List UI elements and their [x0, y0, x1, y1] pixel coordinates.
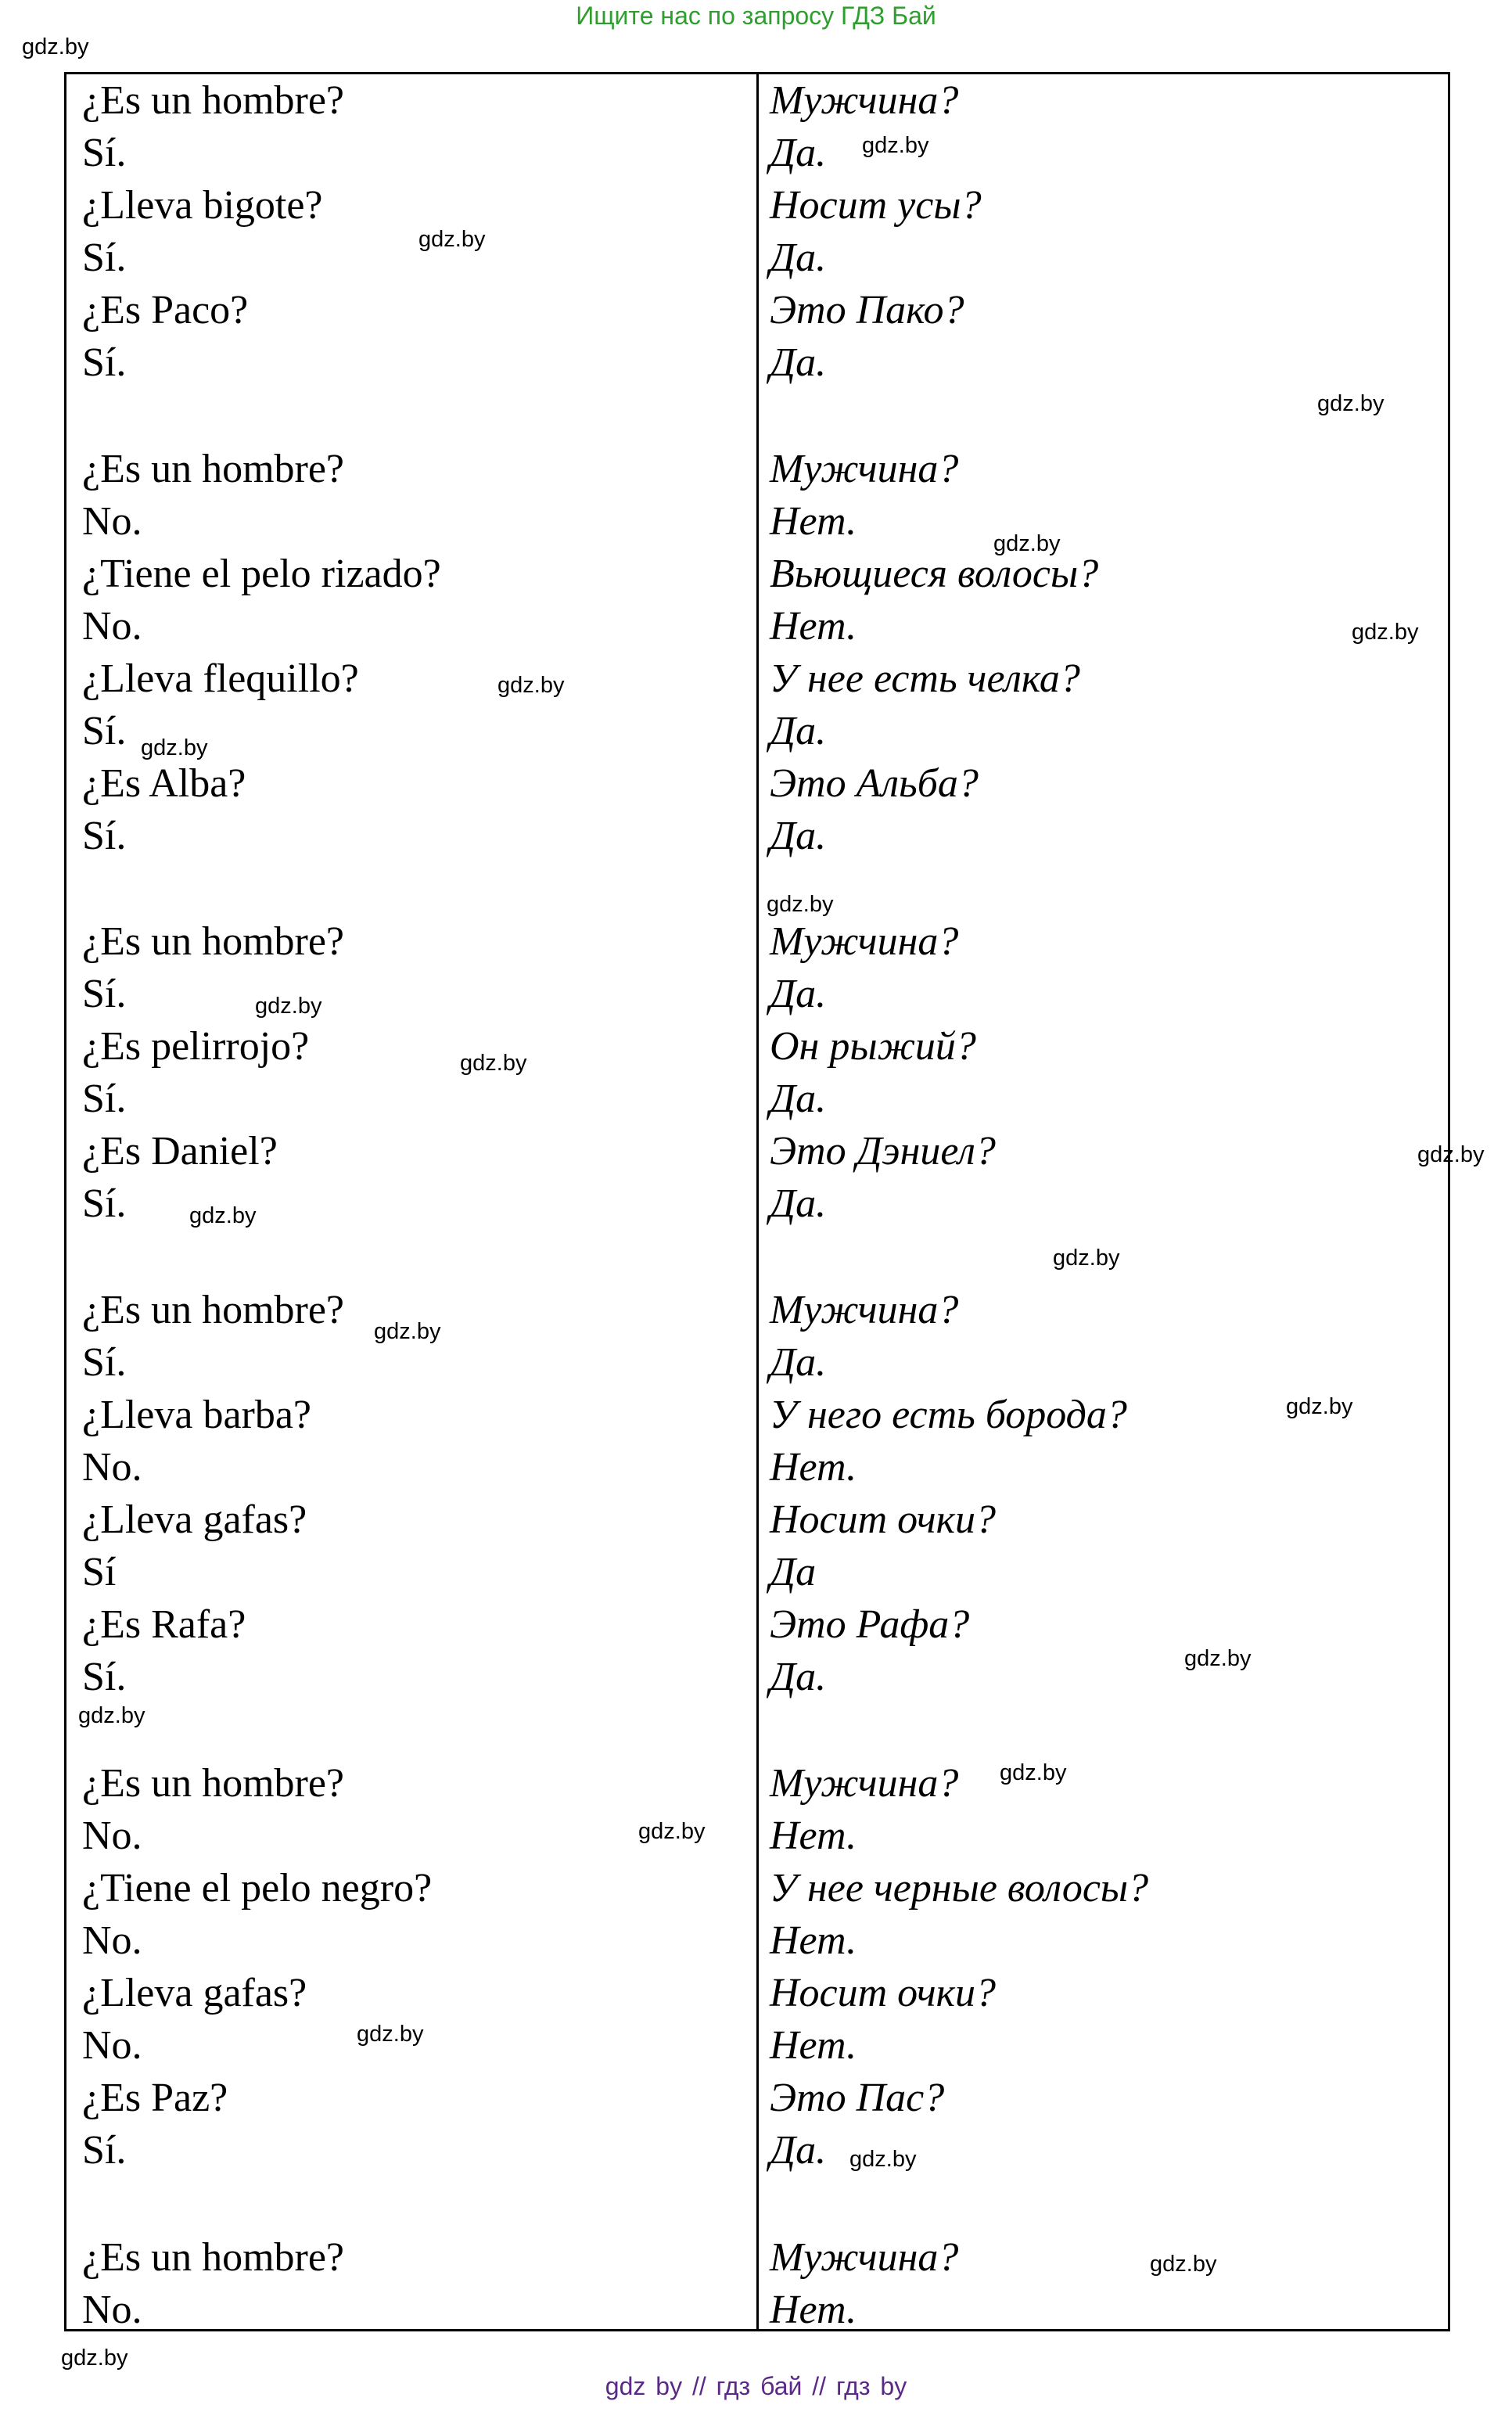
russian-answer: Да. — [770, 972, 827, 1016]
russian-question: Носит очки? — [770, 1971, 996, 2015]
watermark: gdz.by — [849, 2147, 917, 2172]
russian-question: Это Пако? — [770, 288, 964, 333]
spanish-answer: No. — [82, 1445, 142, 1490]
spanish-answer: No. — [82, 1813, 142, 1858]
russian-answer: Да. — [770, 709, 827, 753]
footer: gdz by // гдз бай // гдз by — [605, 2372, 907, 2400]
watermark: gdz.by — [1150, 2252, 1217, 2277]
spanish-answer: No. — [82, 1918, 142, 1963]
spanish-answer: Sí. — [82, 1655, 127, 1699]
russian-group — [770, 74, 982, 389]
russian-question: Мужчина? — [770, 1761, 959, 1806]
russian-question: Мужчина? — [770, 1288, 959, 1332]
russian-group — [770, 915, 996, 1230]
spanish-group — [82, 1757, 432, 2177]
watermark: gdz.by — [1352, 620, 1419, 645]
watermark: gdz.by — [1417, 1142, 1485, 1167]
watermark: gdz.by — [189, 1203, 257, 1228]
watermark: gdz.by — [1000, 1760, 1067, 1785]
russian-question: Носит очки? — [770, 1497, 996, 1542]
spanish-question: ¿Tiene el pelo rizado? — [82, 552, 441, 596]
spanish-answer: Sí. — [82, 709, 127, 753]
russian-question: У него есть борода? — [770, 1393, 1127, 1437]
watermark: gdz.by — [862, 133, 929, 158]
spanish-question: ¿Es un hombre? — [82, 919, 345, 964]
watermark: gdz.by — [141, 735, 208, 760]
watermark: gdz.by — [78, 1703, 145, 1728]
watermark: gdz.by — [993, 531, 1061, 556]
russian-answer: Да. — [770, 1655, 827, 1699]
spanish-group — [82, 74, 344, 389]
watermark: gdz.by — [1053, 1246, 1120, 1271]
russian-answer: Нет. — [770, 1445, 857, 1490]
spanish-question: ¿Es un hombre? — [82, 1288, 345, 1332]
russian-answer: Нет. — [770, 499, 857, 544]
russian-question: Это Рафа? — [770, 1602, 970, 1647]
russian-answer: Да. — [770, 1077, 827, 1121]
russian-answer: Да. — [770, 1181, 827, 1226]
spanish-answer: No. — [82, 604, 142, 649]
russian-group — [770, 1284, 1127, 1703]
spanish-question: ¿Es Daniel? — [82, 1129, 278, 1174]
russian-answer: Нет. — [770, 2288, 857, 2332]
russian-group — [770, 2231, 958, 2336]
watermark: gdz.by — [1317, 391, 1385, 416]
spanish-question: ¿Es Alba? — [82, 761, 246, 806]
russian-question: Мужчина? — [770, 2235, 959, 2280]
column-divider — [756, 74, 759, 2329]
watermark: gdz.by — [460, 1051, 527, 1076]
russian-answer: Нет. — [770, 1813, 857, 1858]
watermark: gdz.by — [767, 892, 834, 917]
spanish-group — [82, 2231, 344, 2336]
russian-question: Это Дэниел? — [770, 1129, 996, 1174]
russian-answer: Да. — [770, 131, 827, 175]
spanish-answer: Sí. — [82, 340, 127, 385]
watermark: gdz.by — [1184, 1646, 1252, 1671]
russian-answer: Нет. — [770, 604, 857, 649]
russian-question: Это Альба? — [770, 761, 979, 806]
spanish-answer: Sí. — [82, 972, 127, 1016]
watermark: gdz.by — [1286, 1394, 1353, 1419]
spanish-answer: No. — [82, 499, 142, 544]
spanish-answer: Sí. — [82, 2128, 127, 2173]
russian-answer: Да. — [770, 814, 827, 858]
russian-question: Мужчина? — [770, 447, 959, 491]
russian-group — [770, 443, 1098, 862]
russian-question: Мужчина? — [770, 919, 959, 964]
spanish-question: ¿Lleva gafas? — [82, 1971, 307, 2015]
spanish-answer: No. — [82, 2288, 142, 2332]
spanish-answer: Sí — [82, 1550, 117, 1594]
russian-question: Он рыжий? — [770, 1024, 976, 1069]
spanish-question: ¿Lleva bigote? — [82, 183, 323, 228]
spanish-question: ¿Es Paz? — [82, 2076, 228, 2120]
watermark: gdz.by — [374, 1319, 441, 1344]
spanish-question: ¿Lleva barba? — [82, 1393, 312, 1437]
qa-table — [64, 72, 1450, 2331]
spanish-question: ¿Es un hombre? — [82, 447, 345, 491]
russian-question: У нее черные волосы? — [770, 1866, 1149, 1911]
spanish-question: ¿Es pelirrojo? — [82, 1024, 310, 1069]
spanish-group — [82, 443, 441, 862]
russian-question: Это Пас? — [770, 2076, 945, 2120]
russian-group — [770, 1757, 1148, 2177]
russian-answer: Да. — [770, 235, 827, 280]
spanish-group — [82, 915, 344, 1230]
watermark: gdz.by — [255, 994, 322, 1019]
top-banner: Ищите нас по запросу ГДЗ Бай — [576, 2, 936, 30]
watermark: gdz.by — [22, 34, 89, 59]
spanish-answer: Sí. — [82, 1340, 127, 1385]
watermark: gdz.by — [357, 2022, 424, 2047]
russian-answer: Нет. — [770, 2023, 857, 2068]
spanish-question: ¿Es un hombre? — [82, 1761, 345, 1806]
russian-answer: Да — [770, 1550, 817, 1594]
russian-question: Носит усы? — [770, 183, 982, 228]
russian-answer: Да. — [770, 1340, 827, 1385]
watermark: gdz.by — [638, 1819, 706, 1844]
russian-answer: Нет. — [770, 1918, 857, 1963]
russian-answer: Да. — [770, 2128, 827, 2173]
spanish-answer: Sí. — [82, 1181, 127, 1226]
spanish-question: ¿Es Paco? — [82, 288, 249, 333]
spanish-group — [82, 1284, 344, 1703]
watermark: gdz.by — [497, 673, 565, 698]
spanish-question: ¿Tiene el pelo negro? — [82, 1866, 433, 1911]
russian-answer: Да. — [770, 340, 827, 385]
spanish-answer: Sí. — [82, 131, 127, 175]
spanish-question: ¿Lleva gafas? — [82, 1497, 307, 1542]
spanish-answer: Sí. — [82, 235, 127, 280]
spanish-answer: Sí. — [82, 814, 127, 858]
spanish-question: ¿Es Rafa? — [82, 1602, 246, 1647]
spanish-answer: Sí. — [82, 1077, 127, 1121]
spanish-answer: No. — [82, 2023, 142, 2068]
watermark: gdz.by — [61, 2345, 128, 2371]
watermark: gdz.by — [418, 227, 486, 252]
russian-question: Вьющиеся волосы? — [770, 552, 1099, 596]
russian-question: У нее есть челка? — [770, 656, 1080, 701]
russian-question: Мужчина? — [770, 78, 959, 123]
spanish-question: ¿Es un hombre? — [82, 78, 345, 123]
spanish-question: ¿Lleva flequillo? — [82, 656, 359, 701]
spanish-question: ¿Es un hombre? — [82, 2235, 345, 2280]
